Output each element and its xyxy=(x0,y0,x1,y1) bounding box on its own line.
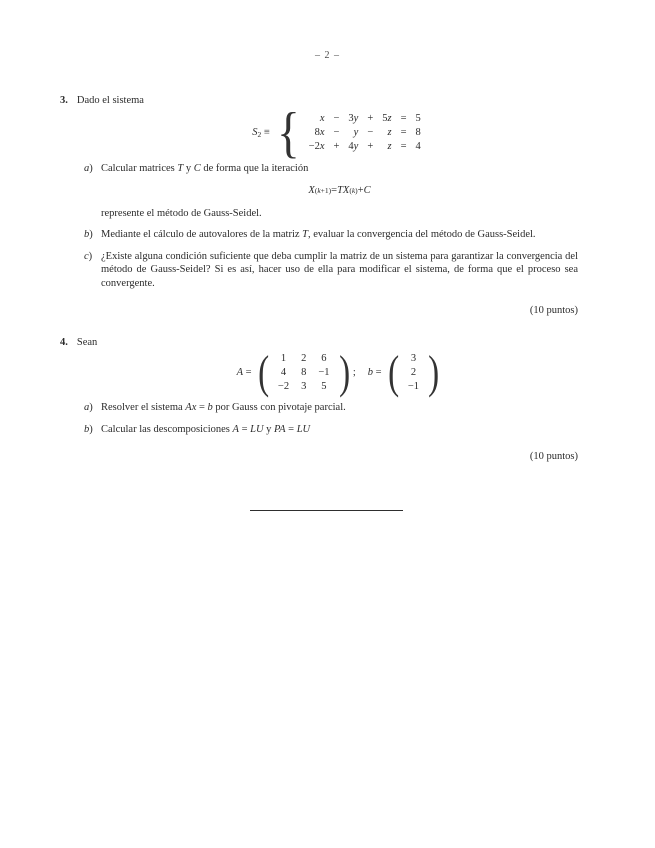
matrix-cell: 8 xyxy=(301,366,307,378)
eq-cell: = xyxy=(400,141,407,152)
matrix-cell: −1 xyxy=(318,366,330,378)
eq-cell: − xyxy=(333,127,340,138)
problem-4-intro: Sean xyxy=(76,336,98,348)
eq-cell: 3y xyxy=(348,113,359,124)
eq-cell: 8 xyxy=(415,127,421,138)
problem-4 xyxy=(60,336,578,464)
problem-4-item-b xyxy=(84,423,578,437)
matrix-display xyxy=(100,345,578,398)
page-content xyxy=(0,94,655,511)
problem-3-item-c xyxy=(84,250,578,291)
item-a-after-text: represente el método de Gauss-Seidel. xyxy=(101,207,262,219)
system-name: $S_2$ ≡ xyxy=(252,126,270,139)
vector-b-prefix: b = xyxy=(367,366,382,378)
eq-cell: −2x xyxy=(308,141,325,152)
matrix-a-row-2 xyxy=(272,365,336,379)
eq-cell: 8x xyxy=(314,127,325,138)
eq-cell: + xyxy=(367,141,374,152)
problem-3 xyxy=(60,94,578,318)
item-a-text: Resolver el sistema Ax = b por Gauss con pivotaje parcial. xyxy=(101,402,346,413)
page-number: – 2 – xyxy=(315,50,340,61)
eq-cell: − xyxy=(333,113,340,124)
item-c-text: ¿Existe alguna condición suficiente que deba cumplir la matriz de un sistema para garantizar la convergencia del método de Gauss-Seidel? Si es así, hacer uso de ella para modificar el sistema, de forma que el proceso sea convergente. xyxy=(101,250,578,289)
equation-row-3 xyxy=(304,140,426,154)
vector-b-row-3 xyxy=(402,379,425,393)
matrix-a-prefix: A = xyxy=(236,366,252,378)
problem-4-heading xyxy=(60,336,578,350)
eq-cell: = xyxy=(400,113,407,124)
right-paren-glyph: ) xyxy=(338,345,350,398)
eq-cell: + xyxy=(333,141,340,152)
matrix-cell: −2 xyxy=(277,380,290,392)
eq-cell: x xyxy=(319,113,325,124)
item-a-label: a) xyxy=(84,402,93,413)
item-c-label: c) xyxy=(84,250,93,262)
equation-system-table xyxy=(304,112,426,154)
problem-4-number: 4. xyxy=(60,336,68,348)
problem-3-points: (10 puntos) xyxy=(529,305,578,316)
item-b-label: b) xyxy=(84,423,93,435)
problem-4-points: (10 puntos) xyxy=(529,451,578,462)
left-paren-glyph: ( xyxy=(257,345,269,398)
iteration-formula: X ( k +1) = TX ( k ) + C xyxy=(308,185,371,196)
footer-divider-rule xyxy=(250,510,403,511)
item-b-text: Calcular las descomposiciones A = LU y PA = LU xyxy=(101,423,311,435)
left-brace-glyph: { xyxy=(276,101,300,164)
matrix-a-table xyxy=(272,351,336,393)
eq-cell: + xyxy=(367,113,374,124)
vector-b-table xyxy=(402,351,425,393)
eq-cell: z xyxy=(387,127,392,138)
vector-b-row-2 xyxy=(402,365,425,379)
eq-cell: 5z xyxy=(382,113,392,124)
problem-4-item-a xyxy=(84,401,578,415)
eq-cell: − xyxy=(367,127,374,138)
problem-3-number: 3. xyxy=(60,95,68,106)
matrix-a-row-3 xyxy=(272,379,336,393)
eq-cell: z xyxy=(387,141,392,152)
right-paren-glyph: ) xyxy=(428,345,440,398)
eq-cell: y xyxy=(353,127,359,138)
vector-b-row-1 xyxy=(402,351,425,365)
item-a-label: a) xyxy=(84,162,93,174)
problem-3-item-b xyxy=(84,228,578,242)
eq-cell: 4y xyxy=(348,141,359,152)
matrix-cell: 4 xyxy=(280,366,287,378)
eq-cell: 5 xyxy=(415,113,421,124)
vector-cell: −1 xyxy=(407,380,420,392)
vector-cell: 2 xyxy=(410,366,417,378)
vector-cell: 3 xyxy=(410,352,417,364)
matrix-separator: ; xyxy=(352,366,356,378)
matrix-cell: 6 xyxy=(321,352,327,364)
item-b-text: Mediante el cálculo de autovalores de la matriz T, evaluar la convergencia del método de Gauss-Seidel. xyxy=(101,229,536,240)
problem-3-item-a xyxy=(84,162,578,221)
item-b-label: b) xyxy=(84,229,93,240)
eq-cell: 4 xyxy=(415,141,421,152)
matrix-a-row-1 xyxy=(272,351,336,365)
eq-cell: = xyxy=(400,127,407,138)
matrix-cell: 1 xyxy=(280,352,287,364)
left-paren-glyph: ( xyxy=(387,345,399,398)
problem-3-intro: Dado el sistema xyxy=(76,95,144,106)
item-a-body xyxy=(101,162,578,221)
problem-3-heading xyxy=(60,94,578,108)
matrix-cell: 5 xyxy=(321,380,327,392)
equation-row-1 xyxy=(304,112,426,126)
item-a-text: Calcular matrices T y C de forma que la iteración xyxy=(101,162,309,174)
equation-row-2 xyxy=(304,126,426,140)
matrix-cell: 2 xyxy=(301,352,307,364)
matrix-cell: 3 xyxy=(301,380,307,392)
equation-system-display xyxy=(100,101,578,164)
